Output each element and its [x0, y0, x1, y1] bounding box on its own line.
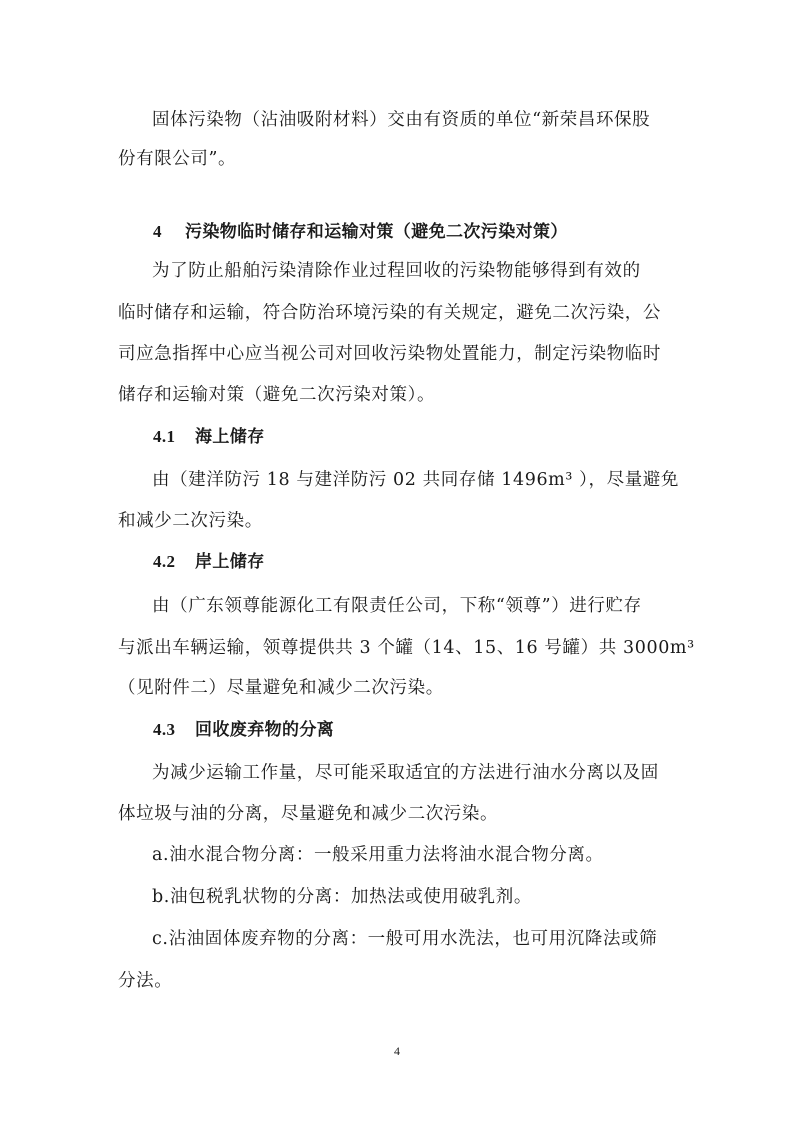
section-4-heading — [153, 221, 568, 243]
section-4-3-paragraph-line-1: 为减少运输工作量，尽可能采取适宜的方法进行油水分离以及固 — [152, 763, 659, 783]
section-4-number: 4 — [153, 222, 162, 241]
section-4-3-paragraph-line-2: 体垃圾与油的分离，尽量避免和减少二次污染。 — [118, 804, 499, 824]
section-4-2-heading — [153, 551, 265, 573]
section-4-3-title: 回收废弃物的分离 — [195, 720, 335, 740]
section-4-2-paragraph-line-1: 由（广东领尊能源化工有限责任公司，下称“领尊”）进行贮存 — [152, 596, 642, 616]
section-4-3-heading — [153, 719, 334, 741]
section-4-1-heading — [153, 426, 265, 448]
section-4-2-paragraph-line-3: （见附件二）尽量避免和减少二次污染。 — [118, 678, 444, 698]
section-4-paragraph-line-2: 临时储存和运输，符合防治环境污染的有关规定，避免二次污染，公 — [118, 303, 661, 323]
section-4-3-number: 4.3 — [153, 720, 176, 739]
page-number: 4 — [394, 1044, 400, 1058]
separation-item-b: b.油包税乳状物的分离：加热法或使用破乳剂。 — [152, 887, 532, 907]
section-4-1-number: 4.1 — [153, 427, 176, 446]
section-4-2-number: 4.2 — [153, 552, 176, 571]
intro-paragraph-line-1: 固体污染物（沾油吸附材料）交由有资质的单位“新荣昌环保股 — [152, 110, 651, 130]
intro-paragraph-line-2: 份有限公司”。 — [118, 149, 237, 169]
section-4-paragraph-line-1: 为了防止船舶污染清除作业过程回收的污染物能够得到有效的 — [152, 261, 641, 281]
separation-item-c-line-2: 分法。 — [118, 971, 173, 991]
section-4-title: 污染物临时储存和运输对策（避免二次污染对策） — [185, 222, 568, 242]
separation-item-c-line-1: c.沾油固体废弃物的分离：一般可用水洗法，也可用沉降法或筛 — [152, 929, 658, 949]
section-4-1-paragraph-line-2: 和减少二次污染。 — [118, 511, 263, 531]
separation-item-a: a.油水混合物分离：一般采用重力法将油水混合物分离。 — [152, 845, 604, 865]
section-4-2-paragraph-line-2: 与派出车辆运输，领尊提供共 3 个罐（14、15、16 号罐）共 3000m³ — [118, 638, 695, 658]
section-4-1-title: 海上储存 — [195, 427, 265, 447]
section-4-2-title: 岸上储存 — [195, 552, 265, 572]
section-4-paragraph-line-3: 司应急指挥中心应当视公司对回收污染物处置能力，制定污染物临时 — [118, 344, 661, 364]
section-4-1-paragraph-line-1: 由（建洋防污 18 与建洋防污 02 共同存储 1496m³ ），尽量避免 — [152, 470, 680, 490]
section-4-paragraph-line-4: 储存和运输对策（避免二次污染对策）。 — [118, 385, 436, 405]
